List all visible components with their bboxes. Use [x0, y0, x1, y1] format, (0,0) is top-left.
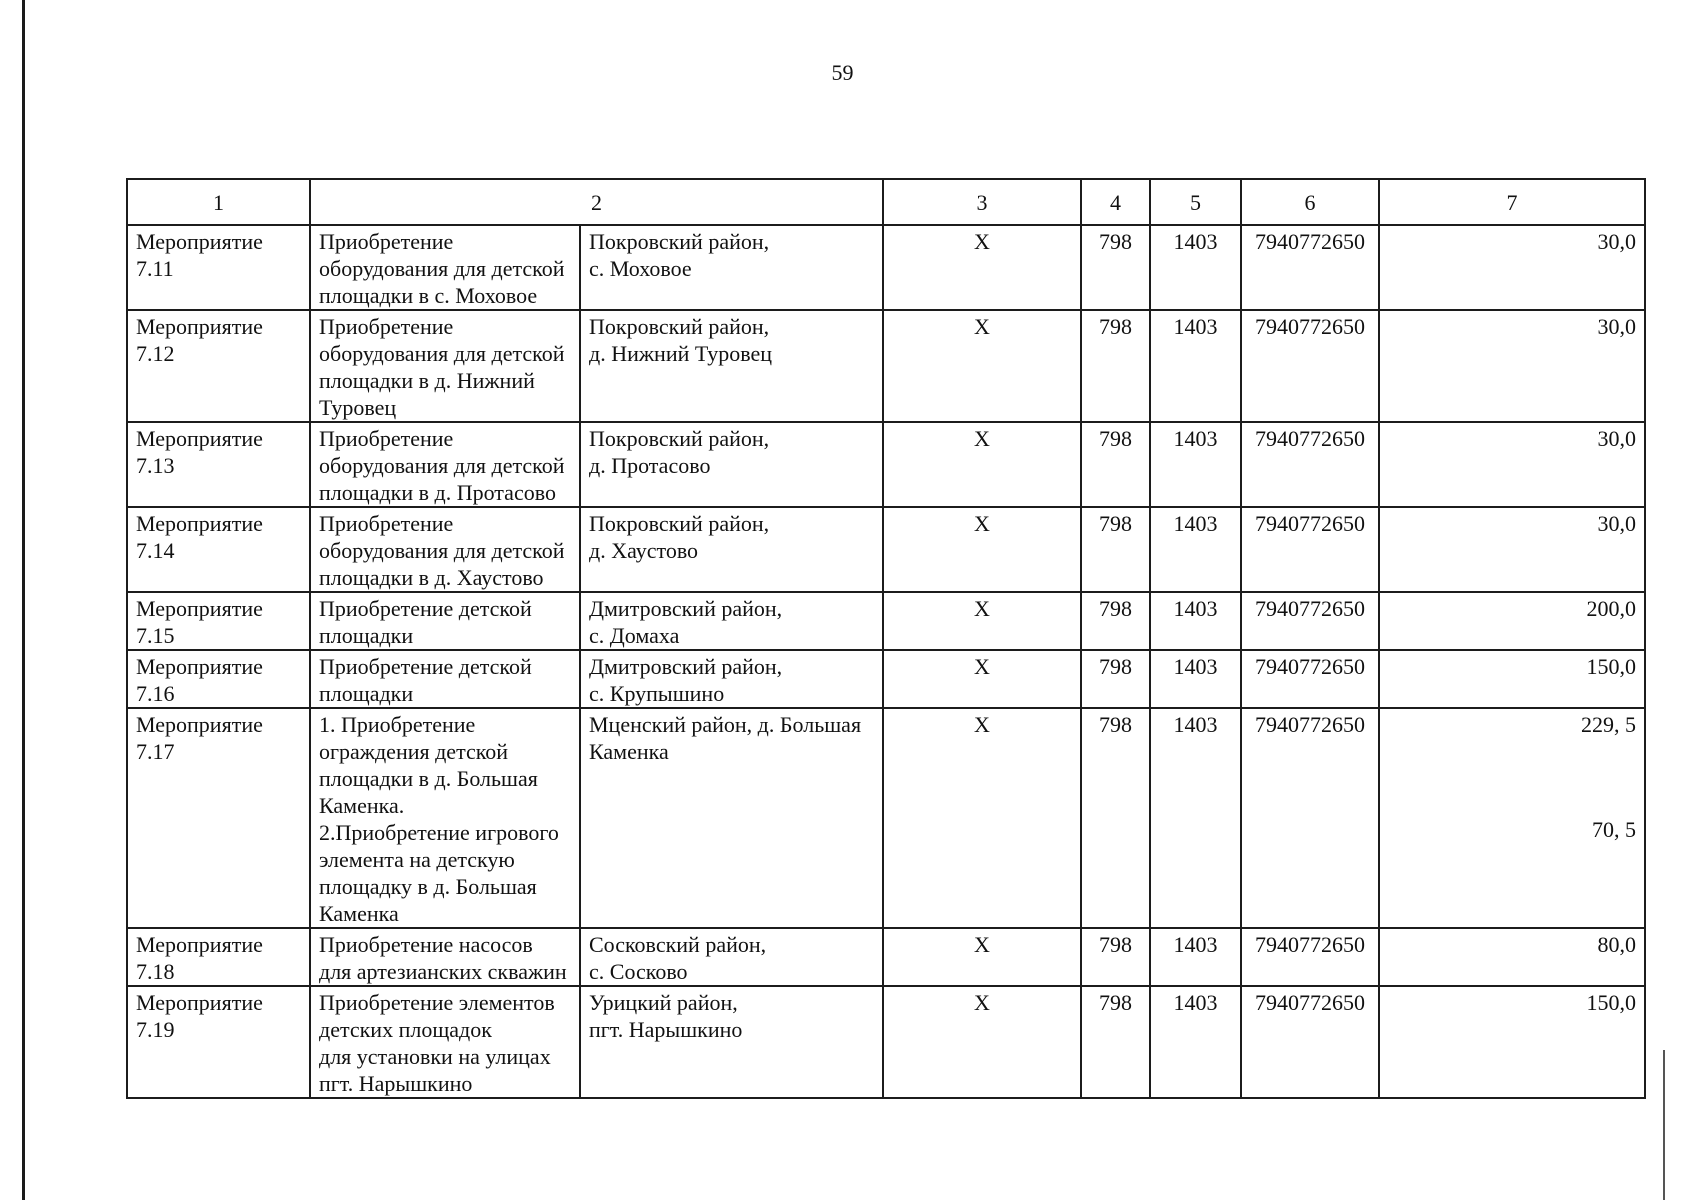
measure-description: Приобретение детской площадки: [310, 592, 580, 650]
col4-cell: 798: [1081, 928, 1150, 986]
measure-location: Мценский район, д. Большая Каменка: [580, 708, 883, 928]
table-row: [127, 592, 1645, 650]
col3-cell: Х: [883, 507, 1081, 592]
amount-cell: 80,0: [1379, 928, 1645, 986]
col5-cell: 1403: [1150, 225, 1241, 310]
measure-description: 1. Приобретение ограждения детской площадки в д. Большая Каменка. 2.Приобретение игрового элемента на детскую площадку в д. Большая Каменка: [310, 708, 580, 928]
measure-id: Мероприятие 7.19: [127, 986, 310, 1098]
measure-description: Приобретение элементов детских площадок для установки на улицах пгт. Нарышкино: [310, 986, 580, 1098]
column-header-4: 4: [1081, 179, 1150, 225]
table-row: [127, 928, 1645, 986]
amount-spacer: [1388, 764, 1636, 790]
col4-cell: 798: [1081, 422, 1150, 507]
col4-cell: 798: [1081, 310, 1150, 422]
measure-id: Мероприятие 7.15: [127, 592, 310, 650]
amount-cell: 30,0: [1379, 225, 1645, 310]
column-header-7: 7: [1379, 179, 1645, 225]
table-row: [127, 310, 1645, 422]
measure-description: Приобретение оборудования для детской площадки в д. Протасово: [310, 422, 580, 507]
measure-location: Покровский район, д. Нижний Туровец: [580, 310, 883, 422]
col6-cell: 7940772650: [1241, 986, 1379, 1098]
amount-cell: [1379, 708, 1645, 928]
col3-cell: Х: [883, 928, 1081, 986]
measure-location: Сосковский район, с. Сосково: [580, 928, 883, 986]
amount-cell: 200,0: [1379, 592, 1645, 650]
measure-id: Мероприятие 7.12: [127, 310, 310, 422]
col3-cell: Х: [883, 650, 1081, 708]
col3-cell: Х: [883, 310, 1081, 422]
scan-edge-right: [1663, 1050, 1665, 1200]
measure-id: Мероприятие 7.14: [127, 507, 310, 592]
measure-description: Приобретение насосов для артезианских скважин: [310, 928, 580, 986]
measure-id: Мероприятие 7.13: [127, 422, 310, 507]
amount-cell: 150,0: [1379, 986, 1645, 1098]
measure-id: Мероприятие 7.16: [127, 650, 310, 708]
measure-location: Дмитровский район, с. Крупышино: [580, 650, 883, 708]
measure-id: Мероприятие 7.11: [127, 225, 310, 310]
col5-cell: 1403: [1150, 310, 1241, 422]
page-number: 59: [831, 60, 854, 85]
col6-cell: 7940772650: [1241, 928, 1379, 986]
col5-cell: 1403: [1150, 592, 1241, 650]
col6-cell: 7940772650: [1241, 507, 1379, 592]
col4-cell: 798: [1081, 650, 1150, 708]
table-row: [127, 507, 1645, 592]
col3-cell: Х: [883, 225, 1081, 310]
measure-description: Приобретение оборудования для детской площадки в д. Нижний Туровец: [310, 310, 580, 422]
measure-description: Приобретение детской площадки: [310, 650, 580, 708]
table-row: [127, 986, 1645, 1098]
col3-cell: Х: [883, 422, 1081, 507]
amount-value-2: 70, 5: [1592, 817, 1636, 842]
measure-description: Приобретение оборудования для детской площадки в с. Моховое: [310, 225, 580, 310]
amount-cell: 30,0: [1379, 507, 1645, 592]
table-row: [127, 650, 1645, 708]
measure-location: Покровский район, с. Моховое: [580, 225, 883, 310]
col4-cell: 798: [1081, 592, 1150, 650]
scan-edge-left: [22, 0, 25, 1200]
measure-location: Урицкий район, пгт. Нарышкино: [580, 986, 883, 1098]
measure-location: Покровский район, д. Протасово: [580, 422, 883, 507]
col5-cell: 1403: [1150, 650, 1241, 708]
amount-value-1: 229, 5: [1581, 712, 1636, 737]
col4-cell: 798: [1081, 507, 1150, 592]
col5-cell: 1403: [1150, 507, 1241, 592]
col3-cell: Х: [883, 708, 1081, 928]
col5-cell: 1403: [1150, 986, 1241, 1098]
amount-spacer: [1388, 790, 1636, 816]
amount-cell: 150,0: [1379, 650, 1645, 708]
col5-cell: 1403: [1150, 928, 1241, 986]
table-row: [127, 708, 1645, 928]
amount-cell: 30,0: [1379, 422, 1645, 507]
col6-cell: 7940772650: [1241, 592, 1379, 650]
column-header-2: 2: [310, 179, 883, 225]
col5-cell: 1403: [1150, 422, 1241, 507]
col3-cell: Х: [883, 986, 1081, 1098]
table-row: [127, 225, 1645, 310]
col6-cell: 7940772650: [1241, 422, 1379, 507]
col3-cell: Х: [883, 592, 1081, 650]
col6-cell: 7940772650: [1241, 708, 1379, 928]
measure-description: Приобретение оборудования для детской площадки в д. Хаустово: [310, 507, 580, 592]
col4-cell: 798: [1081, 986, 1150, 1098]
column-header-5: 5: [1150, 179, 1241, 225]
col6-cell: 7940772650: [1241, 225, 1379, 310]
measures-table: [126, 178, 1646, 1099]
amount-cell: 30,0: [1379, 310, 1645, 422]
table-row: [127, 422, 1645, 507]
column-header-3: 3: [883, 179, 1081, 225]
table-header-row: [127, 179, 1645, 225]
col4-cell: 798: [1081, 225, 1150, 310]
col4-cell: 798: [1081, 708, 1150, 928]
measure-id: Мероприятие 7.17: [127, 708, 310, 928]
col5-cell: 1403: [1150, 708, 1241, 928]
measure-id: Мероприятие 7.18: [127, 928, 310, 986]
measure-location: Дмитровский район, с. Домаха: [580, 592, 883, 650]
col6-cell: 7940772650: [1241, 310, 1379, 422]
col6-cell: 7940772650: [1241, 650, 1379, 708]
measure-location: Покровский район, д. Хаустово: [580, 507, 883, 592]
amount-spacer: [1388, 738, 1636, 764]
column-header-1: 1: [127, 179, 310, 225]
column-header-6: 6: [1241, 179, 1379, 225]
